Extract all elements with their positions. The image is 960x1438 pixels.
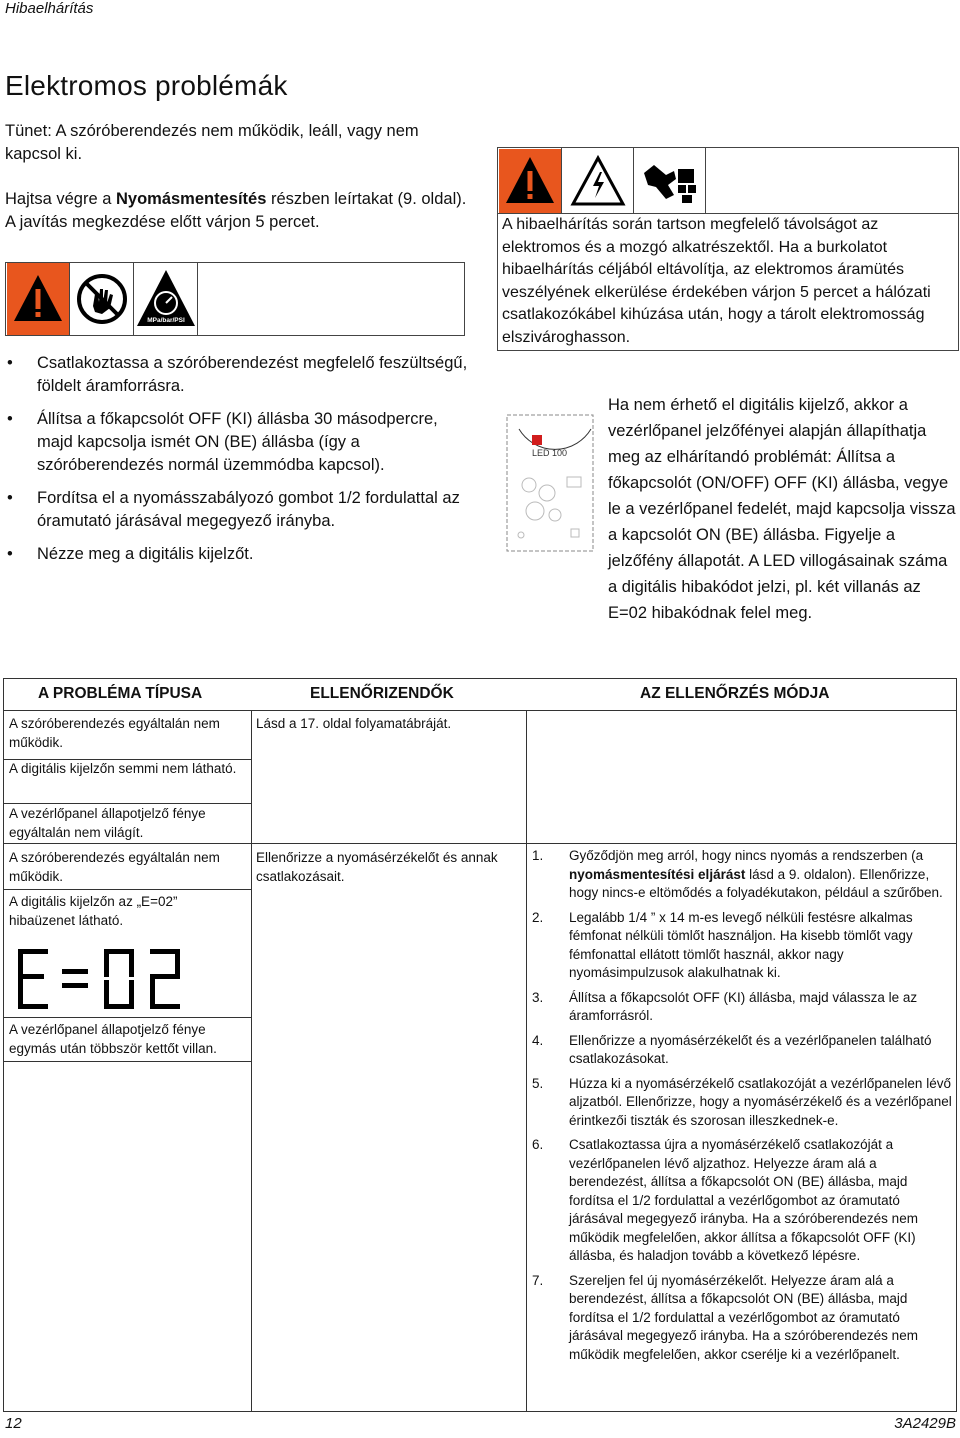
- pressure-relief-text: Hajtsa végre a Nyomásmentesítés részben leírtakat (9. oldal). A javítás megkezdése előtt várjon 5 percet.: [5, 190, 467, 231]
- problem-cell: A digitális kijelzőn az „E=02” hibaüzenet látható.: [9, 894, 178, 928]
- list-item: 2. Legalább 1/4 ” x 14 m-es levegő nélküli festésre alkalmas fémfonat nélküli tömlőt használjon. Ha kisebb tömlőt vagy fémfonattal ellátott tömlőt használ, akkor nagy nyomásimpulzusok alakulhatnak ki.: [532, 909, 913, 980]
- problem-cell: A szóróberendezés egyáltalán nem működik.: [9, 850, 220, 884]
- page-title: Elektromos problémák: [5, 70, 288, 101]
- list-item: 4. Ellenőrizze a nyomásérzékelőt és a vezérlőpanelen található csatlakozásokat.: [532, 1032, 932, 1066]
- document-number: 3A2429B: [894, 1415, 956, 1432]
- warning-box-pressure: [5, 262, 465, 336]
- led-label: LED 100: [532, 448, 568, 458]
- list-item: 1. Győződjön meg arról, hogy nincs nyomás a rendszerben (a nyomásmentesítési eljárást lásd a 9. oldalon). Ellenőrizze, hogy nincs-e eltömődés a folyadékutakon, például a szűrőben.: [532, 848, 943, 900]
- running-head: Hibaelhárítás: [5, 0, 94, 17]
- problem-cell: A vezérlőpanel állapotjelző fénye egymás után többször kettőt villan.: [9, 1022, 217, 1056]
- troubleshooting-table: [3, 678, 957, 1412]
- no-hand-icon: [70, 263, 134, 335]
- bullet-list: [5, 352, 475, 576]
- header-problem-type: A PROBLÉMA TÍPUSA: [38, 685, 203, 702]
- electric-shock-icon: [562, 148, 634, 213]
- led-indicator: [532, 435, 542, 445]
- svg-text:MPa/bar/PSI: MPa/bar/PSI: [146, 317, 185, 324]
- display-code-e02: [18, 949, 180, 1009]
- warning-triangle-icon: [498, 148, 562, 213]
- list-item: • Fordítsa el a nyomásszabályozó gombot 1/2 fordulattal az óramutató járásával megegyező irányba.: [5, 487, 475, 533]
- page-number: 12: [5, 1415, 22, 1432]
- header-check-method: AZ ELLENŐRZÉS MÓDJA: [640, 685, 830, 702]
- check-method-steps: [532, 847, 952, 1370]
- check-cell: Ellenőrizze a nyomásérzékelőt és annak csatlakozásait.: [256, 850, 498, 884]
- problem-cell: A vezérlőpanel állapotjelző fénye egyáltalán nem világít.: [9, 806, 206, 840]
- control-board-illustration: [505, 393, 597, 553]
- digital-display: [16, 947, 186, 1011]
- table-header: [4, 679, 956, 711]
- warning-triangle-icon: [6, 263, 70, 335]
- list-item: 7. Szereljen fel új nyomásérzékelőt. Helyezze áram alá a berendezést, állítsa a főkapcsolót ON (BE) állásba, majd fordítsa el 1/2 fordulattal a vezérlőgombot az óramutató járásával megegyező irányba. Ha a szóróberendezés nem működik megfelelően, akkor cserélje ki a vezérlőpanelt.: [532, 1272, 918, 1362]
- led-diagnostic-text: Ha nem érhető el digitális kijelző, akkor a vezérlőpanel jelzőfényei alapján állapíthatja meg az elhárítandó problémát: Állítsa a főkapcsolót (ON/OFF) OFF (KI) állásba, vegye le a vezérlőpanel fedelét, majd kapcsolja vissza a kapcsolót ON (BE) állásba. Figyelje a jelzőfény állapotát. A LED villogásainak száma a digitális hibakódot jelzi, pl. két villanás az E=02 hibakódnak felel meg.: [608, 396, 956, 622]
- electrical-warning-text: A hibaelhárítás során tartson megfelelő távolságot az elektromos és a mozgó alkatrészektől. Ha a burkolatot hibaelhárítás céljából eltávolítja, az elektromos áramütés veszélyének elkerülése érdekében várjon 5 percet a hálózati csatlakozókábel kihúzása után, hogy a tárolt elektromosság elszivároghasson.: [502, 216, 931, 346]
- check-cell: Lásd a 17. oldal folyamatábráját.: [256, 716, 452, 731]
- list-item: • Állítsa a főkapcsolót OFF (KI) állásba 30 másodpercre, majd kapcsolja ismét ON (BE) állásba (így a szóróberendezés normál üzemmódba kapcsol).: [5, 408, 475, 477]
- problem-cell: A digitális kijelzőn semmi nem látható.: [9, 761, 237, 776]
- problem-cell: A szóróberendezés egyáltalán nem működik.: [9, 716, 220, 750]
- header-checks: ELLENŐRIZENDŐK: [310, 685, 454, 702]
- pressure-gauge-icon: [134, 263, 198, 335]
- list-item: 5. Húzza ki a nyomásérzékelő csatlakozóját a vezérlőpanelen lévő aljzatból. Ellenőrizze, hogy a nyomásérzékelő és a vezérlőpanel érintkezői tiszták és szorosan illeszkednek-e.: [532, 1075, 952, 1128]
- intro-text: [5, 120, 475, 256]
- list-item: • Csatlakoztassa a szóróberendezést megfelelő feszültségű, földelt áramforrásra.: [5, 352, 475, 398]
- list-item: 3. Állítsa a főkapcsolót OFF (KI) állásba, majd válassza le az áramforrásról.: [532, 989, 918, 1023]
- list-item: • Nézze meg a digitális kijelzőt.: [5, 543, 475, 566]
- symptom-text: Tünet: A szóróberendezés nem működik, leáll, vagy nem kapcsol ki.: [5, 122, 419, 163]
- warning-box-electrical: [497, 147, 959, 351]
- moving-parts-icon: [634, 148, 706, 213]
- list-item: 6. Csatlakoztassa újra a nyomásérzékelő csatlakozóját a vezérlőpanelen lévő aljzathoz. Helyezze áram alá a berendezést, állítsa a főkapcsolót ON (BE) állásba, majd fordítsa el 1/2 fordulattal a vezérlőgombot az óramutató járásával megegyező irányba. Ha a szóróberendezés nem működik megfelelően, akkor állítsa a főkapcsolót OFF (KI) állásba, és haladjon tovább a következő lépésre.: [532, 1137, 918, 1263]
